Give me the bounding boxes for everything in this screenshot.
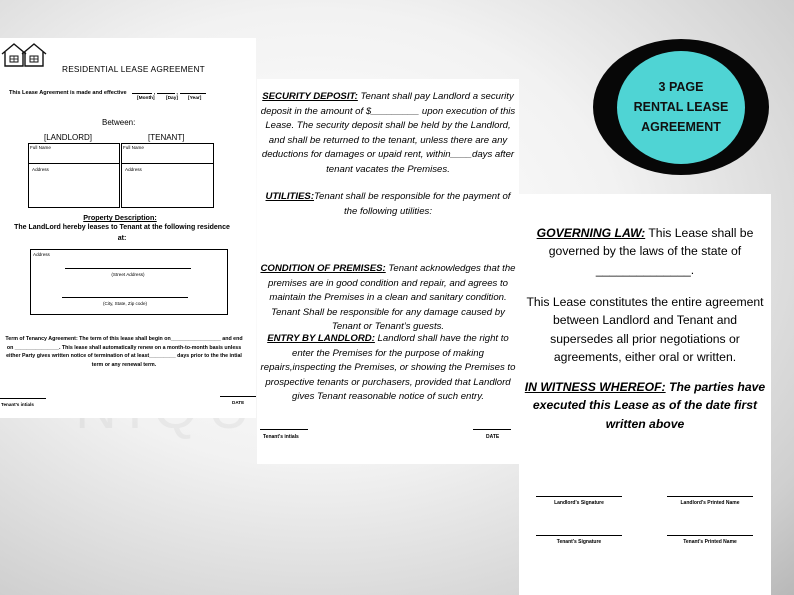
- day-label: [Day]: [166, 96, 178, 101]
- security-deposit-heading: SECURITY DEPOSIT:: [262, 91, 358, 102]
- field-label: Full Name: [30, 145, 51, 150]
- landlord-label: [LANDLORD]: [44, 133, 93, 142]
- date-line: [220, 396, 256, 397]
- tenant-initials-line: [260, 429, 308, 430]
- witness-text: The parties have executed this Lease as of the date first written above: [532, 380, 766, 431]
- date-label: DATE: [232, 400, 245, 405]
- entry-section: [257, 332, 519, 405]
- governing-law-text: This Lease shall be governed by the laws of the state of: [548, 226, 754, 259]
- utilities-section: [261, 190, 515, 219]
- date-label: DATE: [486, 434, 500, 440]
- tenant-label: [TENANT]: [148, 133, 185, 142]
- product-badge: [593, 39, 769, 175]
- house-logo-icon: [0, 42, 48, 68]
- condition-heading: CONDITION OF PREMISES:: [260, 263, 386, 274]
- tenant-initials-line: [0, 398, 46, 399]
- governing-law-blank: ______________.: [595, 262, 695, 277]
- tenant-printed-name-line: [667, 535, 753, 536]
- condition-text: Tenant acknowledges that the premises are in good condition and repair, and agrees to maintain the Premises in a clean and sanitary condition. Tenant Shall be responsible for any damage caused by Tenant or Tenant’s guests.: [268, 263, 516, 333]
- witness-section: [521, 378, 769, 433]
- lease-page-3: [519, 194, 771, 595]
- tenant-signature-line: [536, 535, 622, 536]
- badge-line-3: AGREEMENT: [641, 120, 721, 134]
- condition-section: [257, 262, 519, 335]
- year-blank: [180, 88, 206, 94]
- governing-law-section: [521, 224, 769, 279]
- tenant-initials-label: Tenant's intials: [1, 402, 34, 407]
- landlord-signature-label: Landlord's Signature: [554, 500, 604, 506]
- property-description-heading: Property Description:: [83, 213, 157, 222]
- lease-page-1: [0, 38, 256, 418]
- month-label: [Month]: [137, 96, 155, 101]
- field-label: Full Name: [123, 145, 144, 150]
- governing-law-heading: GOVERNING LAW:: [536, 226, 646, 240]
- landlord-printed-name-label: Landlord's Printed Name: [680, 500, 740, 506]
- lease-page-2: [257, 79, 519, 464]
- street-address-caption: (Street Address): [111, 272, 145, 277]
- tenant-address-field[interactable]: [121, 163, 214, 208]
- field-label: Address: [32, 167, 49, 172]
- document-title: RESIDENTIAL LEASE AGREEMENT: [62, 64, 205, 74]
- term-of-tenancy-text: Term of Tenancy Agreement: The term of this lease shall begin on_________________ and end on _______________. This lease shall automatically renew on a month-to-month basis unless either Party gives written notice of termination of at least_________ days prior to the the intial term or any renewal term.: [5, 336, 243, 369]
- effective-date-line: This Lease Agreement is made and effective , ,: [9, 88, 206, 96]
- tenant-initials-label: Tenant's intials: [263, 434, 299, 440]
- field-label: Address: [33, 252, 50, 257]
- witness-heading: IN WITNESS WHEREOF:: [524, 380, 666, 394]
- tenant-signature-label: Tenant's Signature: [556, 539, 602, 545]
- landlord-signature-line: [536, 496, 622, 497]
- date-line: [473, 429, 511, 430]
- city-state-zip-line: [62, 297, 188, 298]
- utilities-heading: UTILITIES:: [265, 191, 315, 202]
- landlord-full-name-field[interactable]: [28, 143, 120, 164]
- landlord-printed-name-line: [667, 496, 753, 497]
- field-label: Address: [125, 167, 142, 172]
- security-deposit-section: [260, 90, 516, 177]
- city-state-zip-caption: (City, State, Zip code): [102, 301, 148, 306]
- utilities-text: Tenant shall be responsible for the payment of the following utilities:: [314, 191, 511, 217]
- security-deposit-text: Tenant shall pay Landlord a security deposit in the amount of $_________ upon execution of this Lease. The security deposit shall be held by the Landlord, and shall be returned to the tenant, unless there are any deductions for damages or upaid rent, within____days after tenant vacates the Premises.: [260, 91, 516, 175]
- year-label: [Year]: [188, 96, 202, 101]
- tenant-full-name-field[interactable]: [121, 143, 214, 164]
- badge-line-1: 3 PAGE: [658, 80, 704, 94]
- made-effective-text: This Lease Agreement is made and effective: [9, 90, 127, 96]
- tenant-printed-name-label: Tenant's Printed Name: [683, 539, 737, 545]
- landlord-address-field[interactable]: [28, 163, 120, 208]
- entry-heading: ENTRY BY LANDLORD:: [267, 333, 375, 344]
- entire-agreement-text: This Lease constitutes the entire agreement between Landlord and Tenant and supersedes all prior negotiations or agreements, either oral or written.: [526, 295, 764, 364]
- between-label: Between:: [102, 118, 136, 127]
- month-blank: [132, 88, 152, 94]
- entry-text: Landlord shall have the right to enter the Premises for the purpose of making repairs,inspecting the Premises, or showing the Premises to prospective tenants or purchasers, provided that Landlord gives Tenant reasonable notice of such entry.: [260, 333, 516, 403]
- leases-text: The LandLord hereby leases to Tenant at the following residence at:: [14, 224, 230, 242]
- badge-inner-circle: [617, 51, 745, 164]
- day-blank: [157, 88, 175, 94]
- street-address-line: [65, 268, 191, 269]
- badge-line-2: RENTAL LEASE: [633, 100, 729, 114]
